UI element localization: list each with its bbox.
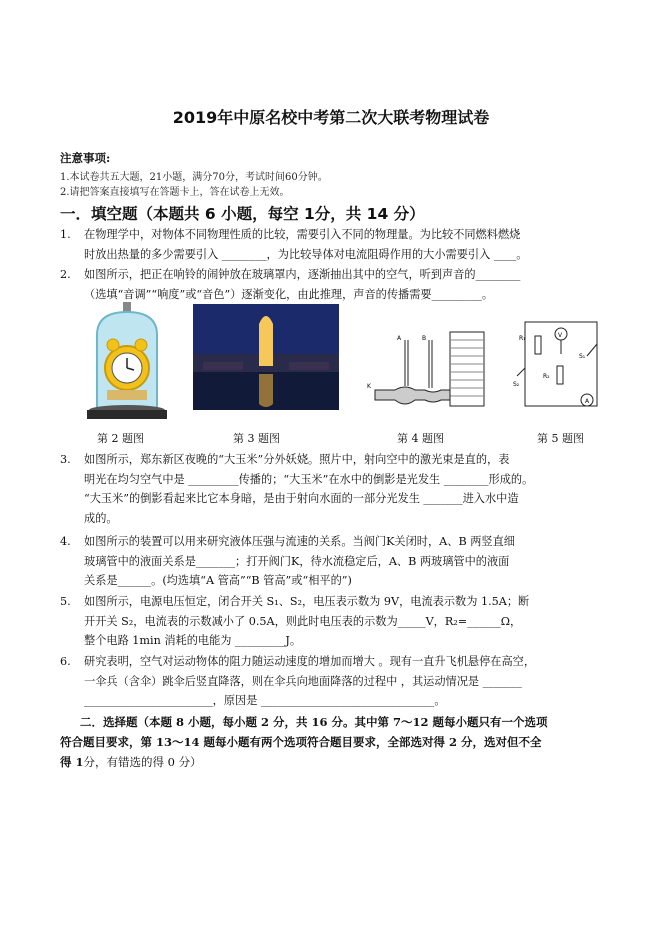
question-line: “大玉米”的倒影看起来比它本身暗，是由于射向水面的一部分光发生 _______进入水中造 bbox=[84, 492, 519, 505]
label-a: A bbox=[397, 335, 402, 342]
note-item: 1.本试卷共五大题，21小题，满分70分，考试时间60分钟。 bbox=[60, 172, 328, 183]
question-line: 如图所示，把正在响铃的闹钟放在玻璃罩内，逐渐抽出其中的空气，听到声音的________ bbox=[84, 268, 521, 281]
question-number: 1. bbox=[60, 228, 71, 241]
section2-light-part: 分，有错选的得 0 分） bbox=[83, 755, 202, 769]
label-k: K bbox=[367, 383, 371, 390]
question-4 bbox=[60, 532, 610, 591]
bell-jar-figure bbox=[77, 300, 177, 422]
fluid-apparatus-figure bbox=[365, 330, 490, 410]
figure-caption: 第 3 题图 bbox=[233, 432, 280, 445]
figure-caption: 第 4 题图 bbox=[397, 432, 444, 445]
question-line: （选填“音调”“响度”或“音色”）逐渐变化，由此推理，声音的传播需要_________。 bbox=[84, 287, 494, 301]
question-line: _______________________，原因是 _______________________________。 bbox=[84, 694, 446, 707]
question-line: 一伞兵（含伞）跳伞后竖直降落，则在伞兵向地面降落的过程中 ，其运动情况是 _______ bbox=[84, 674, 522, 688]
figure-caption: 第 5 题图 bbox=[537, 432, 584, 445]
notes-heading: 注意事项: bbox=[60, 151, 111, 165]
label-v: V bbox=[558, 332, 563, 339]
question-6 bbox=[60, 652, 610, 711]
section2-heading bbox=[60, 712, 620, 772]
figure-caption: 第 2 题图 bbox=[97, 432, 144, 445]
question-line: 在物理学中，对物体不同物理性质的比较，需要引入不同的物理量。为比较不同燃料燃烧 bbox=[84, 228, 521, 241]
exam-title: 2019年中原名校中考第二次大联考物理试卷 bbox=[172, 108, 490, 127]
question-1 bbox=[60, 225, 610, 264]
circuit-figure bbox=[513, 314, 605, 414]
question-line: 如图所示，电源电压恒定，闭合开关 S₁、S₂，电压表示数为 9V，电流表示数为 1.5A；断 bbox=[84, 595, 530, 608]
question-line: 关系是______。(均选填“A 管高”“B 管高”或“相平的”) bbox=[84, 574, 352, 587]
question-line: 开开关 S₂，电流表的示数减小了 0.5A，则此时电压表的示数为_____V，R₂=______Ω， bbox=[84, 614, 522, 628]
question-line: 明光在均匀空气中是 _________传播的；“大玉米”在水中的倒影是光发生 ________形成的。 bbox=[84, 472, 534, 486]
question-line: 整个电路 1min 消耗的电能为 _________J。 bbox=[84, 634, 302, 647]
question-number: 2. bbox=[60, 268, 71, 281]
figures-row bbox=[75, 300, 615, 450]
question-number: 5. bbox=[60, 595, 71, 608]
question-2 bbox=[60, 265, 610, 304]
label-s2: S₂ bbox=[513, 381, 520, 388]
label-ammeter: A bbox=[585, 398, 590, 405]
label-r1: R₁ bbox=[519, 335, 526, 342]
section2-line bbox=[60, 752, 620, 772]
section2-line: 二．选择题（本题 8 小题，每小题 2 分，共 16 分。其中第 7～12 题每小题只有一个选项 bbox=[80, 715, 548, 729]
question-5 bbox=[60, 592, 610, 651]
question-number: 3. bbox=[60, 453, 71, 466]
question-3 bbox=[60, 450, 610, 528]
label-s1: S₁ bbox=[579, 353, 586, 360]
label-r2: R₂ bbox=[543, 373, 550, 380]
question-number: 4. bbox=[60, 535, 71, 548]
section2-bold-part: 得 1 bbox=[60, 755, 84, 769]
section2-line: 符合题目要求，第 13～14 题每小题有两个选项符合题目要求，全部选对得 2 分，选对但不全 bbox=[60, 735, 542, 749]
question-line: 玻璃管中的液面关系是_______；打开阀门K，待水流稳定后，A、B 两玻璃管中的液面 bbox=[84, 554, 510, 568]
question-line: 如图所示的装置可以用来研究液体压强与流速的关系。当阀门K关闭时，A、B 两竖直细 bbox=[84, 535, 515, 548]
note-item: 2.请把答案直接填写在答题卡上，答在试卷上无效。 bbox=[60, 187, 290, 198]
question-number: 6. bbox=[60, 655, 71, 668]
section1-heading: 一．填空题（本题共 6 小题，每空 1分，共 14 分） bbox=[60, 205, 425, 223]
night-tower-photo bbox=[193, 304, 339, 410]
question-line: 研究表明，空气对运动物体的阻力随运动速度的增加而增大 。现有一直升飞机悬停在高空， bbox=[84, 655, 536, 668]
question-line: 如图所示，郑东新区夜晚的“大玉米”分外妖娆。照片中，射向空中的激光束是直的，表 bbox=[84, 453, 510, 466]
question-line: 成的。 bbox=[84, 511, 118, 525]
label-b: B bbox=[422, 335, 427, 342]
question-line: 时放出热量的多少需要引入 ________，为比较导体对电流阻碍作用的大小需要引入 ____。 bbox=[84, 247, 528, 261]
